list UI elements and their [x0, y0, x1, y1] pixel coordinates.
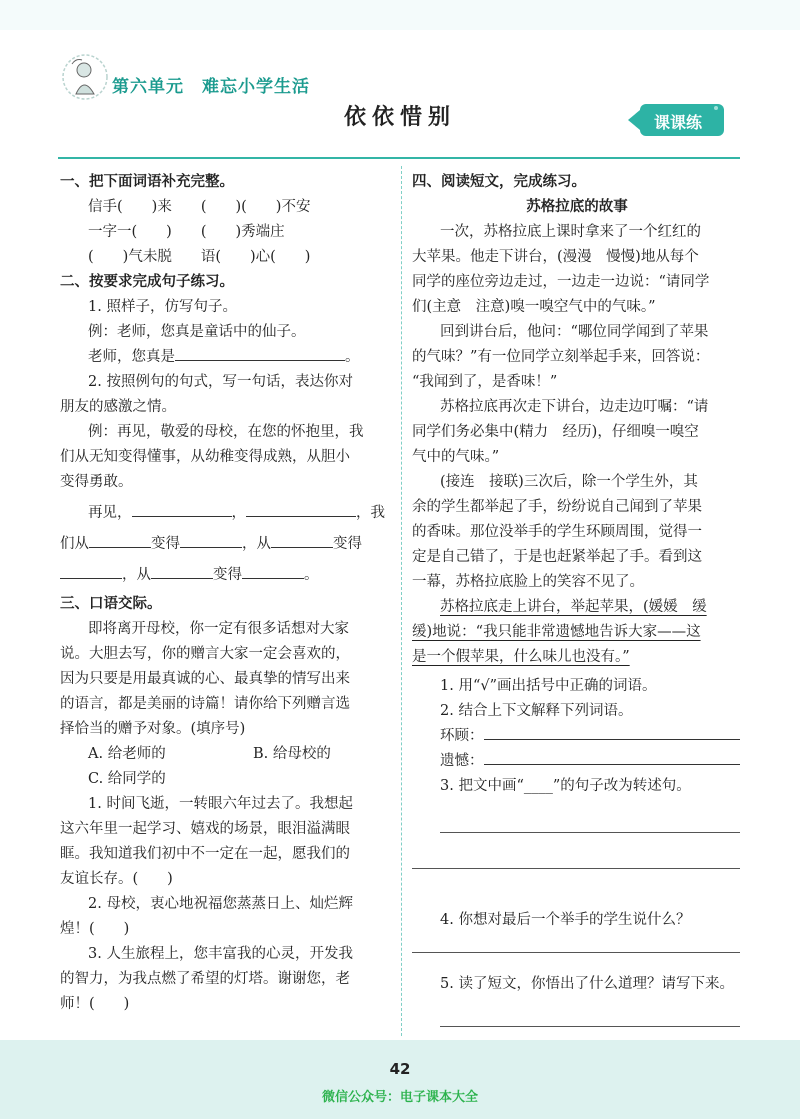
s3-intro: 即将离开母校，你一定有很多话想对大家 [88, 621, 349, 637]
s3-item2: 2. 母校，衷心地祝福您蒸蒸日上、灿烂辉 [88, 896, 353, 912]
s2-fill2-text: ，从 [242, 536, 271, 552]
s2-fill1-prefix: 老师，您真是 [88, 349, 175, 365]
story-line: 们(主意 注意)嗅一嗅空气中的气味。” [412, 299, 656, 315]
section-4-heading: 四、阅读短文，完成练习。 [412, 174, 586, 190]
column-divider [401, 166, 403, 1036]
answer-line[interactable] [412, 868, 740, 869]
unit-title [112, 72, 310, 97]
s3-item3: 师！( ) [60, 996, 130, 1012]
s3-intro: 说。大胆去写，你的赠言大家一定会喜欢的， [60, 646, 350, 662]
s2-fill2-line2 [60, 532, 390, 557]
answer-blank[interactable] [132, 501, 232, 517]
question-2: 2. 结合上下文解释下列词语。 [440, 703, 633, 719]
s2-fill1-suffix: 。 [345, 349, 360, 365]
question-1: 1. 用“√”画出括号中正确的词语。 [440, 678, 657, 694]
answer-blank[interactable] [484, 724, 740, 740]
answer-blank[interactable] [89, 532, 151, 548]
s3-item1: 这六年里一起学习、嬉戏的场景，眼泪溢满眼 [60, 821, 350, 837]
story-line: 一次，苏格拉底上课时拿来了一个红红的 [440, 224, 701, 240]
story-line: 回到讲台后，他问：“哪位同学闻到了苹果 [440, 324, 709, 340]
s2-fill2-text: 。 [304, 567, 319, 583]
story-line: (接连 接联)三次后，除一个学生外，其 [440, 474, 698, 490]
question-5: 5. 读了短文，你悟出了什么道理？请写下来。 [440, 976, 734, 992]
answer-line[interactable] [412, 952, 740, 953]
s3-item2: 煌！( ) [60, 921, 130, 937]
page-number: 42 [389, 1060, 411, 1078]
s3-item3: 的智力，为我点燃了希望的灯塔。谢谢您，老 [60, 971, 350, 987]
s2-fill2-text: 变得 [213, 567, 242, 583]
question-4: 4. 你想对最后一个举手的学生说什么？ [440, 912, 691, 928]
s3-intro: 因为只要是用最真诚的心、最真挚的情写出来 [60, 671, 350, 687]
option-a: A. 给老师的 [88, 746, 166, 762]
answer-blank[interactable] [60, 563, 122, 579]
s3-item1: 友谊长存。( ) [60, 871, 173, 887]
s2-fill2-text: ，我 [356, 505, 385, 521]
section-3-heading: 三、口语交际。 [60, 596, 162, 612]
answer-blank[interactable] [271, 532, 333, 548]
underlined-story-line: 苏格拉底走上讲台，举起苹果，(媛媛 缓 [440, 599, 707, 615]
option-b: B. 给母校的 [253, 746, 331, 762]
answer-blank[interactable] [242, 563, 304, 579]
s2-fill2-text: 再见， [88, 505, 132, 521]
q2-word-label: 环顾： [440, 728, 484, 744]
story-line: 苏格拉底再次走下讲台，边走边叮嘱：“请 [440, 399, 709, 415]
s3-options [60, 742, 390, 767]
girl-logo-icon [58, 50, 112, 104]
s2-example2-line1: 例：再见，敬爱的母校，在您的怀抱里，我 [88, 424, 364, 440]
s2-q2-line2: 朋友的感激之情。 [60, 399, 176, 415]
s2-fill2-text: 们从 [60, 536, 89, 552]
option-c: C. 给同学的 [88, 771, 166, 787]
story-title: 苏格拉底的故事 [526, 199, 628, 215]
answer-blank[interactable] [246, 501, 356, 517]
wechat-watermark: 微信公众号：电子课本大全 [321, 1090, 478, 1105]
story-line: 的香味。那位没举手的学生环顾周围，觉得一 [412, 524, 702, 540]
s3-item3: 3. 人生旅程上，您丰富我的心灵，开发我 [88, 946, 353, 962]
story-line: 气中的气味。” [412, 449, 500, 465]
s2-example2-line2: 们从无知变得懂事，从幼稚变得成熟，从胆小 [60, 449, 350, 465]
page-title: 依依惜别 [343, 104, 456, 130]
s3-item1: 眶。我知道我们初中不一定在一起，愿我们的 [60, 846, 350, 862]
unit-theme: 难忘小学生活 [202, 77, 310, 97]
left-column [60, 170, 390, 1017]
s2-fill1 [60, 345, 390, 370]
story-line: 一幕，苏格拉底脸上的笑容不见了。 [412, 574, 644, 590]
story-line: “我闻到了，是香味！” [412, 374, 558, 390]
answer-line[interactable] [440, 832, 740, 833]
s2-fill2-line3 [60, 563, 390, 588]
section-2-heading: 二、按要求完成句子练习。 [60, 274, 234, 290]
s2-example2-line3: 变得勇敢。 [60, 474, 133, 490]
story-line: 余的学生都举起了手，纷纷说自己闻到了苹果 [412, 499, 702, 515]
answer-blank[interactable] [151, 563, 213, 579]
unit-number: 第六单元 [112, 77, 184, 97]
s1-row1: 信手( )来 ( )( )不安 [88, 199, 311, 215]
s2-fill2-text: 变得 [333, 536, 362, 552]
right-column [412, 170, 742, 799]
answer-line[interactable] [440, 1026, 740, 1027]
story-line: 定是自己错了，于是也赶紧举起了手。看到这 [412, 549, 702, 565]
header-divider [58, 157, 740, 159]
s3-intro: 择恰当的赠予对象。(填序号) [60, 721, 246, 737]
s2-q2-line1: 2. 按照例句的句式，写一句话，表达你对 [88, 374, 353, 390]
story-line: 大苹果。他走下讲台，(漫漫 慢慢)地从每个 [412, 249, 699, 265]
tag-label: 课课练 [653, 113, 702, 132]
underlined-story-line: 是一个假苹果，什么味儿也没有。” [412, 649, 630, 665]
story-line: 同学的座位旁边走过，一边走一边说：“请同学 [412, 274, 710, 290]
q2-word2 [412, 749, 742, 774]
question-3: 3. 把文中画“____”的句子改为转述句。 [440, 778, 691, 794]
footer-band [0, 1040, 800, 1119]
q2-word1 [412, 724, 742, 749]
top-band [0, 0, 800, 30]
answer-blank[interactable] [175, 345, 345, 361]
section-1-heading: 一、把下面词语补充完整。 [60, 174, 234, 190]
s2-q1: 1. 照样子，仿写句子。 [88, 299, 237, 315]
answer-blank[interactable] [484, 749, 740, 765]
s2-fill2-text: ，从 [122, 567, 151, 583]
s1-row2: 一字一( ) ( )秀端庄 [88, 224, 285, 240]
underlined-story-line: 缓)地说：“我只能非常遗憾地告诉大家——这 [412, 624, 701, 640]
story-line: 同学们务必集中(精力 经历)，仔细嗅一嗅空 [412, 424, 699, 440]
answer-blank[interactable] [180, 532, 242, 548]
s3-intro: 的语言，都是美丽的诗篇！请你给下列赠言选 [60, 696, 350, 712]
s2-fill2-text: 变得 [151, 536, 180, 552]
q2-word-label: 遗憾： [440, 753, 484, 769]
s2-fill2-line1 [60, 501, 390, 526]
s2-fill2-text: ， [231, 505, 246, 521]
story-line: 的气味？”有一位同学立刻举起手来，回答说： [412, 349, 710, 365]
s1-row3: ( )气未脱 语( )心( ) [88, 249, 311, 265]
s2-example1: 例：老师，您真是童话中的仙子。 [88, 324, 306, 340]
s3-item1: 1. 时间飞逝，一转眼六年过去了。我想起 [88, 796, 353, 812]
